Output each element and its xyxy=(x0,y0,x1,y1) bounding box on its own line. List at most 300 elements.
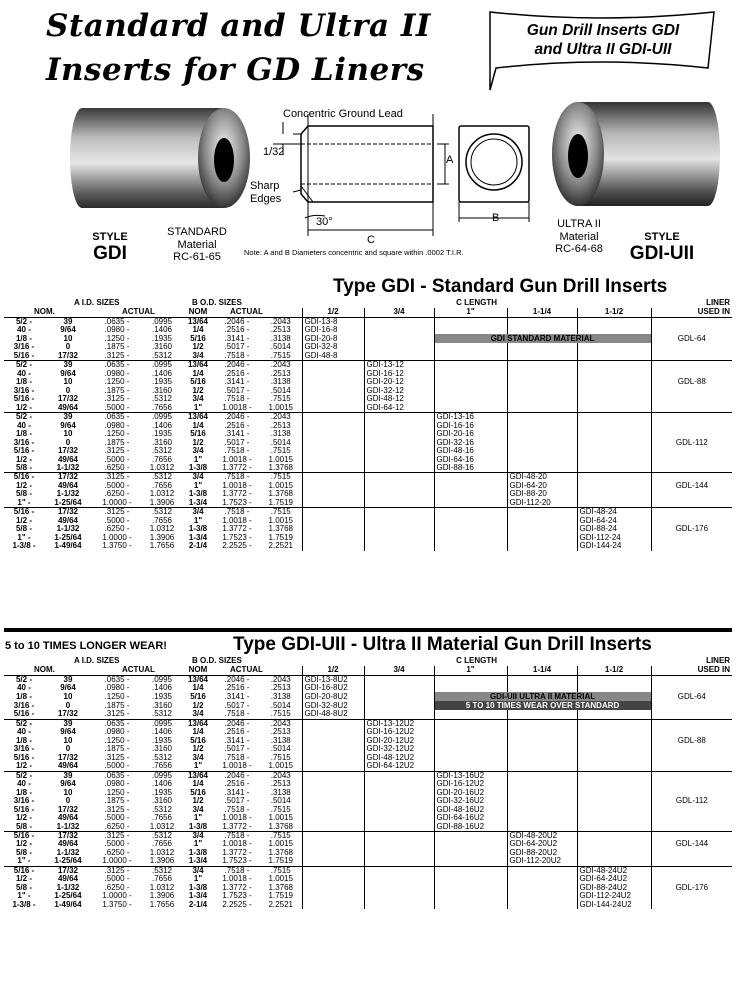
cell: .5312 xyxy=(142,508,182,517)
cell: .2043 xyxy=(260,361,302,370)
cell: .5000 - xyxy=(104,481,130,490)
length-cell xyxy=(302,719,364,728)
cell: .2043 xyxy=(260,413,302,422)
liner-cell xyxy=(651,823,732,832)
length-cell xyxy=(434,849,507,858)
table-row xyxy=(4,334,732,343)
cell: .3138 xyxy=(270,788,291,797)
table-row xyxy=(4,517,732,526)
table-row xyxy=(4,684,732,693)
cell: .3141 - xyxy=(224,378,250,387)
table-row xyxy=(4,840,732,849)
cell: 1-3/8 xyxy=(188,464,208,473)
cell: 1.0000 - xyxy=(102,498,132,507)
cell: 1.7656 xyxy=(149,900,175,909)
length-cell xyxy=(507,901,577,910)
length-cell xyxy=(302,473,364,482)
table-row xyxy=(4,352,732,361)
cell: .7518 - xyxy=(214,473,260,482)
length-col-2: 3/4 xyxy=(364,308,434,317)
cell: 1/8 - xyxy=(15,378,32,387)
length-cell xyxy=(577,499,651,508)
cell: .5000 - xyxy=(104,814,130,823)
part-number: GDI-32-12U2 xyxy=(364,745,434,754)
part-number: GDI-32-16 xyxy=(434,439,507,448)
cell: 1-3/8 xyxy=(188,490,208,499)
length-cell xyxy=(577,430,651,439)
liner-cell xyxy=(651,901,732,910)
length-cell xyxy=(364,866,434,875)
length-cell xyxy=(302,745,364,754)
cell: 40 - xyxy=(17,728,31,737)
part-number: GDI-112-24 xyxy=(577,534,651,543)
cell: .7515 xyxy=(270,351,291,360)
cell: .1250 - xyxy=(104,736,130,745)
header-row-columns xyxy=(4,666,732,675)
length-cell xyxy=(507,370,577,379)
cell: 1/4 xyxy=(192,683,204,692)
part-number: GDI-48-20U2 xyxy=(507,831,577,840)
cell: 1.3750 - xyxy=(102,900,132,909)
part-number: GDI-144-24 xyxy=(577,542,651,551)
cell: .5000 - xyxy=(104,875,130,884)
cell: 1.7519 xyxy=(268,498,293,507)
table-row xyxy=(4,343,732,352)
length-cell xyxy=(507,806,577,815)
length-cell xyxy=(577,464,651,473)
cell: .5000 - xyxy=(104,403,130,412)
liner-used-in: GDL-88 xyxy=(651,737,732,746)
cell: 1.0015 xyxy=(268,403,293,412)
table-row xyxy=(4,490,732,499)
cell: 1.3772 - xyxy=(222,848,252,857)
gdi-uii-style-label: STYLE xyxy=(644,231,680,243)
cell: 1/8 - xyxy=(15,788,32,797)
cell: .5014 xyxy=(270,343,291,352)
cell: .2046 - xyxy=(214,675,260,684)
cell: 3/4 xyxy=(192,753,204,762)
cell: .3125 - xyxy=(104,351,130,360)
table-row xyxy=(4,430,732,439)
cell: 1.7519 xyxy=(268,857,293,866)
length-cell xyxy=(577,343,651,352)
length-cell xyxy=(364,473,434,482)
cell: .3125 - xyxy=(92,831,142,840)
cell: 1.0000 - xyxy=(102,892,132,901)
cell: 5/16 xyxy=(190,736,206,745)
cell: .1935 xyxy=(151,788,173,797)
cell: 1/2 - xyxy=(15,840,32,849)
liner-cell xyxy=(651,370,732,379)
cell: 13/64 xyxy=(182,675,214,684)
cell: 5/2 - xyxy=(4,413,44,422)
length-cell xyxy=(507,542,577,551)
part-number: GDI-48-24U2 xyxy=(577,866,651,875)
length-cell xyxy=(302,814,364,823)
gdi-material-line-3: RC-61-65 xyxy=(173,251,221,264)
length-cell xyxy=(507,728,577,737)
length-cell xyxy=(434,343,507,352)
length-cell xyxy=(507,447,577,456)
liner-cell xyxy=(651,745,732,754)
table-row xyxy=(4,797,732,806)
liner-cell xyxy=(651,675,732,684)
liner-cell xyxy=(651,780,732,789)
cell: 9/64 xyxy=(60,728,76,737)
length-cell xyxy=(302,884,364,893)
length-cell xyxy=(577,326,651,335)
cell: .1406 xyxy=(151,325,173,334)
liner-cell xyxy=(651,490,732,499)
length-cell xyxy=(302,797,364,806)
cell: .0635 - xyxy=(92,317,142,326)
cell: 1" xyxy=(193,762,203,771)
length-cell xyxy=(364,499,434,508)
table-row xyxy=(4,875,732,884)
cell: .1406 xyxy=(151,728,173,737)
gdi-uii-material-banner: GDI-UII ULTRA II MATERIAL xyxy=(435,692,651,701)
length-cell xyxy=(434,737,507,746)
part-number: GDI-88-16U2 xyxy=(434,823,507,832)
table-row xyxy=(4,701,732,710)
cell: .5017 - xyxy=(224,386,250,395)
length-header: C LENGTH xyxy=(456,299,497,308)
part-number: GDI-16-12U2 xyxy=(364,728,434,737)
cell: .3125 - xyxy=(92,508,142,517)
part-number: GDI-48-16U2 xyxy=(434,806,507,815)
part-number: GDI-64-24U2 xyxy=(577,875,651,884)
cell: .1875 - xyxy=(104,343,130,352)
length-cell xyxy=(577,447,651,456)
length-cell xyxy=(434,901,507,910)
length-cell xyxy=(364,780,434,789)
length-cell xyxy=(507,326,577,335)
table-row xyxy=(4,831,732,840)
length-cell xyxy=(364,413,434,422)
length-cell xyxy=(577,823,651,832)
length-cell xyxy=(434,875,507,884)
length-cell xyxy=(507,823,577,832)
cell: 49/64 xyxy=(57,762,79,771)
length-cell xyxy=(577,378,651,387)
length-cell xyxy=(577,719,651,728)
cell: 1.0312 xyxy=(149,525,175,534)
cell: 5/8 - xyxy=(15,822,32,831)
length-cell xyxy=(434,525,507,534)
length-cell xyxy=(507,387,577,396)
cell: 39 xyxy=(44,361,92,370)
part-number: GDI-20-8U2 xyxy=(302,692,364,701)
cell: 1-1/32 xyxy=(56,883,80,892)
cell: .1406 xyxy=(151,421,173,430)
cell: 17/32 xyxy=(44,508,92,517)
cell: 1/2 - xyxy=(15,516,32,525)
cell: .7518 - xyxy=(214,866,260,875)
length-cell xyxy=(302,892,364,901)
liner-cell xyxy=(651,701,732,710)
length-cell xyxy=(302,789,364,798)
table-row xyxy=(4,719,732,728)
cell: 3/4 xyxy=(192,710,204,719)
table-row xyxy=(4,464,732,473)
cell: 1-49/64 xyxy=(54,542,82,551)
cell: .2513 xyxy=(270,325,291,334)
cell: .6250 - xyxy=(104,822,130,831)
liner-cell xyxy=(651,806,732,815)
cell: .2516 - xyxy=(224,421,250,430)
length-cell xyxy=(577,675,651,684)
part-number: GDI-16-12 xyxy=(364,370,434,379)
length-cell xyxy=(364,456,434,465)
cell: 1/8 - xyxy=(15,692,32,701)
cell: 0 xyxy=(65,386,71,395)
cell: 1.7519 xyxy=(268,892,293,901)
liner-used-in: GDL-144 xyxy=(651,482,732,491)
cell: .3160 xyxy=(151,745,173,754)
cell: 1.0015 xyxy=(268,840,293,849)
cell: 5/16 xyxy=(190,692,206,701)
length-cell xyxy=(302,430,364,439)
callout-text xyxy=(490,21,716,59)
liner-cell xyxy=(651,849,732,858)
table-row xyxy=(4,762,732,771)
cell: .7518 - xyxy=(214,831,260,840)
header-row-groups xyxy=(4,299,732,308)
cell: .0635 - xyxy=(92,413,142,422)
cell: .7518 - xyxy=(214,508,260,517)
length-cell xyxy=(577,771,651,780)
table-row xyxy=(4,780,732,789)
callout-line-1: Gun Drill Inserts GDI xyxy=(526,22,680,39)
length-cell xyxy=(507,675,577,684)
cell: 1.3906 xyxy=(149,857,175,866)
nom-header: NOM. xyxy=(34,308,55,317)
cell: .5014 xyxy=(270,797,291,806)
cell: 5/16 xyxy=(190,378,206,387)
liner-cell xyxy=(651,892,732,901)
cell: 40 - xyxy=(17,325,31,334)
length-cell xyxy=(434,692,651,701)
length-cell xyxy=(364,326,434,335)
cell: .0995 xyxy=(142,413,182,422)
cell: .1875 - xyxy=(104,745,130,754)
cell: 2-1/4 xyxy=(188,900,208,909)
header-row-columns xyxy=(4,308,732,317)
cell: 1.0015 xyxy=(268,875,293,884)
liner-cell xyxy=(651,684,732,693)
cell: 3/4 xyxy=(192,805,204,814)
length-cell xyxy=(507,534,577,543)
od-sizes-header: B O.D. SIZES xyxy=(192,657,242,666)
length-cell xyxy=(507,413,577,422)
cell: .5312 xyxy=(151,805,173,814)
length-cell xyxy=(507,780,577,789)
part-number: GDI-64-12 xyxy=(364,404,434,413)
cell: 1" xyxy=(193,875,203,884)
length-cell xyxy=(507,884,577,893)
liner-cell xyxy=(651,771,732,780)
length-cell xyxy=(434,395,507,404)
cell: 40 - xyxy=(17,780,31,789)
liner-cell xyxy=(651,430,732,439)
cell: 5/16 - xyxy=(13,753,35,762)
length-cell xyxy=(507,456,577,465)
cell: 1.3750 - xyxy=(102,542,132,551)
cell: 5/8 - xyxy=(15,490,32,499)
cell: .5312 xyxy=(151,351,173,360)
cell: 1-3/8 xyxy=(188,525,208,534)
cell: .5312 xyxy=(142,473,182,482)
length-cell xyxy=(434,482,507,491)
length-cell xyxy=(577,317,651,326)
cell: 1.3772 - xyxy=(222,525,252,534)
length-cell xyxy=(364,534,434,543)
length-cell xyxy=(434,361,507,370)
cell: .3125 - xyxy=(104,395,130,404)
liner-used-in: GDL-88 xyxy=(651,378,732,387)
cell: .7518 - xyxy=(224,351,250,360)
table-row xyxy=(4,542,732,551)
cell: 1-1/32 xyxy=(56,848,80,857)
table-row xyxy=(4,884,732,893)
table-row xyxy=(4,326,732,335)
cell: 1-1/32 xyxy=(56,464,80,473)
cell: 1.0015 xyxy=(268,814,293,823)
cell: 3/16 - xyxy=(13,797,35,806)
table-row xyxy=(4,857,732,866)
cell: 17/32 xyxy=(44,831,92,840)
cell: 1.0018 - xyxy=(222,875,252,884)
length-cell xyxy=(434,317,507,326)
tolerance-note: Note: A and B Diameters concentric and square within .0002 T.I.R. xyxy=(244,248,464,257)
length-cell xyxy=(434,840,507,849)
cell: 2.2525 - xyxy=(222,900,252,909)
liner-used-in: GDL-64 xyxy=(651,334,732,343)
length-cell xyxy=(364,840,434,849)
cell: 1.3906 xyxy=(149,892,175,901)
cell: 49/64 xyxy=(57,403,79,412)
length-cell xyxy=(577,737,651,746)
part-number: GDI-20-16 xyxy=(434,430,507,439)
length-cell xyxy=(434,387,507,396)
cell: 10 xyxy=(63,692,73,701)
cell: 10 xyxy=(63,430,73,439)
cell: .3160 xyxy=(151,797,173,806)
cell: 1-25/64 xyxy=(54,498,82,507)
cell: 1.0015 xyxy=(268,481,293,490)
liner-cell xyxy=(651,857,732,866)
cell: 1.3768 xyxy=(268,525,293,534)
wear-over-standard-banner: 5 TO 10 TIMES WEAR OVER STANDARD xyxy=(435,701,651,710)
gdi-insert-image xyxy=(62,104,252,212)
length-col-5: 1-1/2 xyxy=(577,308,651,317)
cell: .1935 xyxy=(151,692,173,701)
table-row xyxy=(4,439,732,448)
part-number: GDI-16-12U2 xyxy=(434,780,507,789)
length-cell xyxy=(302,780,364,789)
length-cell xyxy=(302,447,364,456)
part-number: GDI-88-20U2 xyxy=(507,849,577,858)
cell: .5312 xyxy=(142,866,182,875)
cell: .7656 xyxy=(151,403,173,412)
cell: .6250 - xyxy=(104,848,130,857)
part-number: GDI-13-12 xyxy=(364,361,434,370)
part-number: GDI-64-12U2 xyxy=(364,762,434,771)
table-row xyxy=(4,823,732,832)
cell: 1-3/4 xyxy=(188,498,208,507)
length-cell xyxy=(577,831,651,840)
cell: .1250 - xyxy=(104,334,130,343)
cell: 1" - xyxy=(17,892,31,901)
length-cell xyxy=(507,317,577,326)
cell: .7656 xyxy=(151,455,173,464)
length-cell xyxy=(302,422,364,431)
cell: 0 xyxy=(65,701,71,710)
length-cell xyxy=(364,901,434,910)
cell: .2513 xyxy=(270,683,291,692)
length-cell xyxy=(507,737,577,746)
cell: .6250 - xyxy=(104,490,130,499)
length-cell xyxy=(577,439,651,448)
table-row xyxy=(4,525,732,534)
cell: .5312 xyxy=(151,447,173,456)
length-cell xyxy=(364,482,434,491)
cell: .2513 xyxy=(270,780,291,789)
cell: 40 - xyxy=(17,369,31,378)
cell: 1.7523 - xyxy=(222,892,252,901)
cell: 5/8 - xyxy=(15,464,32,473)
length-cell xyxy=(577,754,651,763)
cell: 39 xyxy=(44,317,92,326)
part-number: GDI-48-24 xyxy=(577,508,651,517)
length-cell xyxy=(577,780,651,789)
gdi-uii-material-line-1: ULTRA II xyxy=(557,218,601,230)
cell: 1-3/8 xyxy=(188,822,208,831)
length-cell xyxy=(364,490,434,499)
cell: .0635 - xyxy=(92,719,142,728)
length-cell xyxy=(577,857,651,866)
length-cell xyxy=(364,525,434,534)
cell: .5312 xyxy=(151,710,173,719)
table-row xyxy=(4,456,732,465)
part-number: GDI-64-16U2 xyxy=(434,814,507,823)
length-cell xyxy=(364,701,434,710)
part-number: GDI-20-12 xyxy=(364,378,434,387)
length-cell xyxy=(302,525,364,534)
table-row xyxy=(4,361,732,370)
cell: 49/64 xyxy=(57,875,79,884)
cell: 1.0018 - xyxy=(222,455,252,464)
length-cell xyxy=(302,771,364,780)
length-cell xyxy=(507,422,577,431)
length-cell xyxy=(302,806,364,815)
length-cell xyxy=(364,684,434,693)
length-cell xyxy=(364,892,434,901)
length-cell xyxy=(302,849,364,858)
cell: 5/16 - xyxy=(4,866,44,875)
part-number: GDI-48-12 xyxy=(364,395,434,404)
part-number: GDI-32-16U2 xyxy=(434,797,507,806)
cell: 1.0015 xyxy=(268,762,293,771)
length-cell xyxy=(302,370,364,379)
cell: 5/16 xyxy=(190,788,206,797)
cell: .0995 xyxy=(142,675,182,684)
cell: 1/8 - xyxy=(15,736,32,745)
length-cell xyxy=(507,814,577,823)
length-col-4: 1-1/4 xyxy=(507,666,577,675)
part-number: GDI-20-12U2 xyxy=(364,737,434,746)
table-row xyxy=(4,387,732,396)
